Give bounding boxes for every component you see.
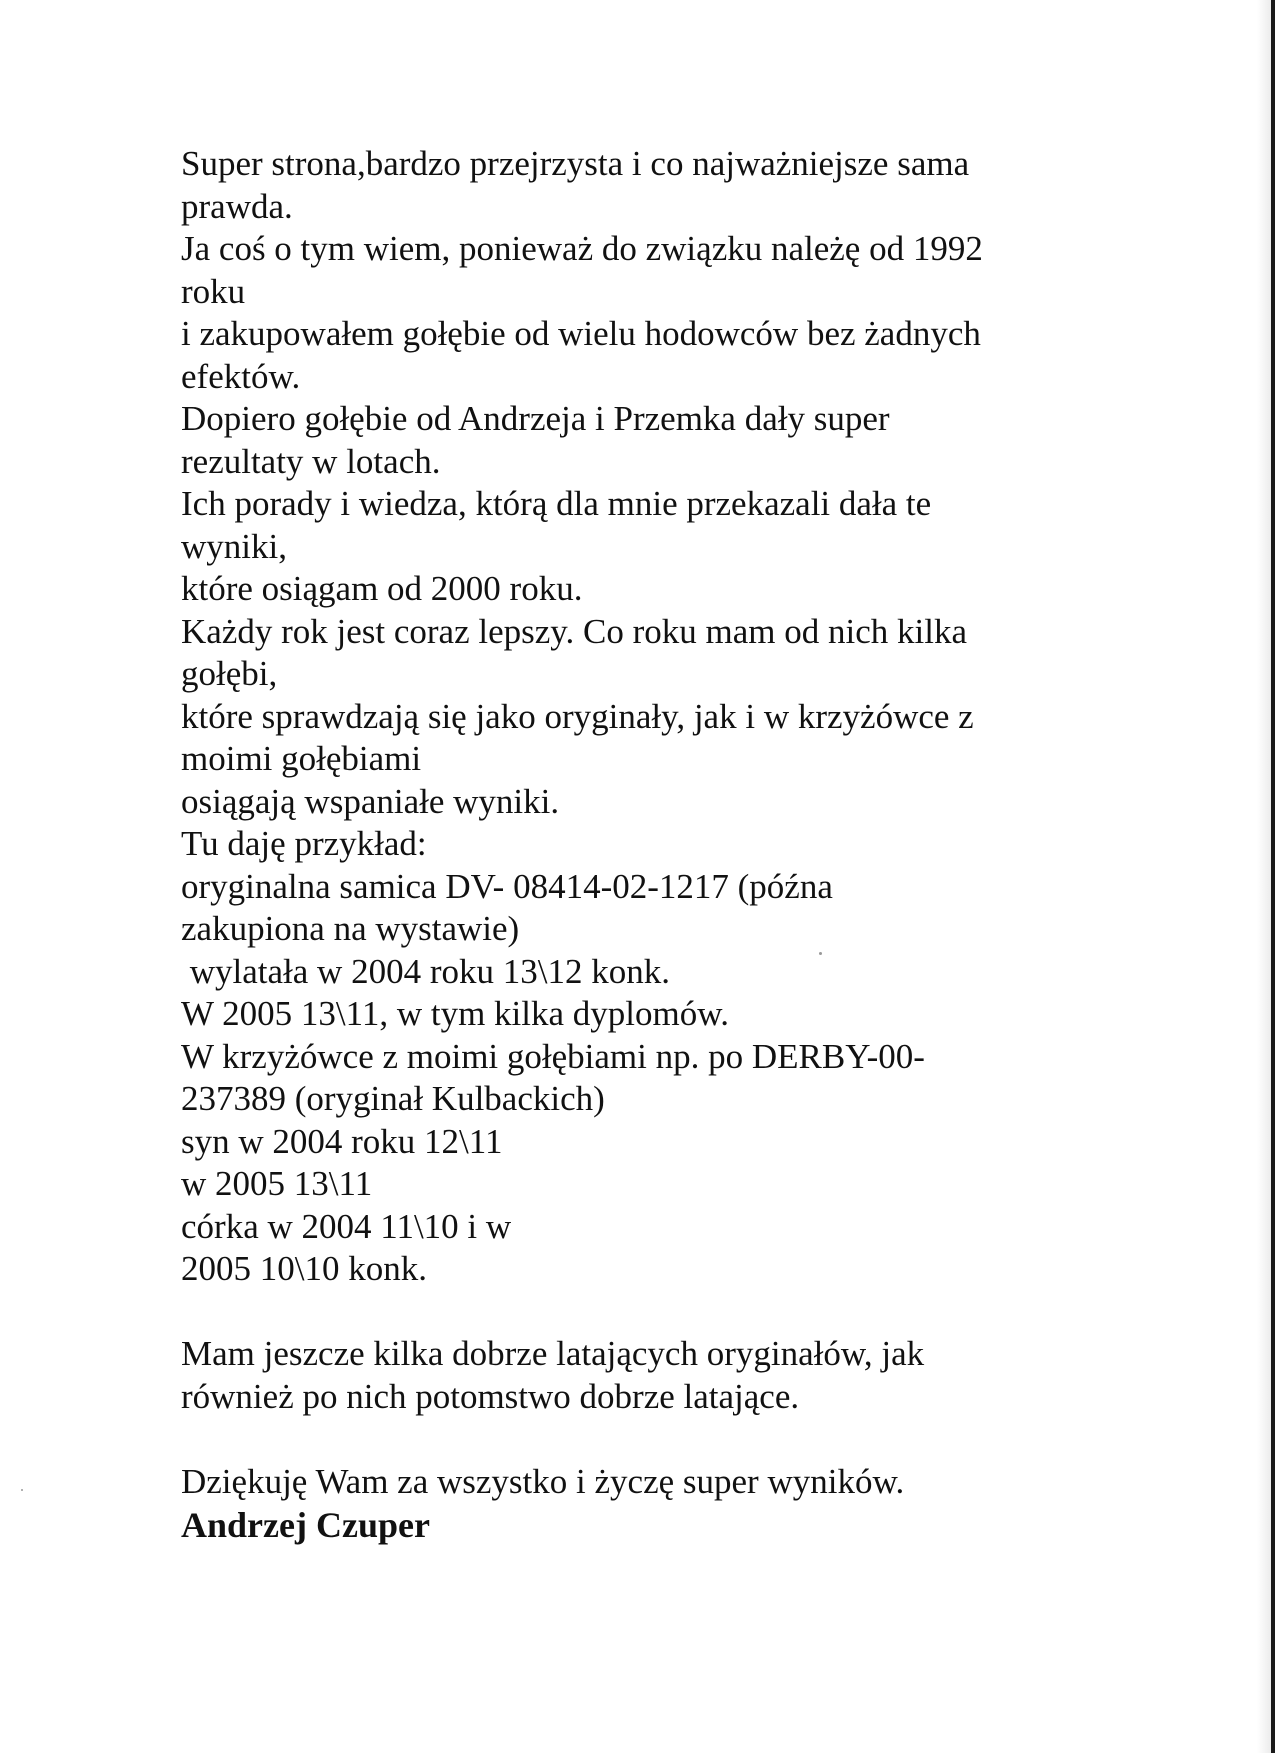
text-line: syn w 2004 roku 12\11 bbox=[181, 1121, 503, 1161]
scan-edge-shadow bbox=[1257, 0, 1271, 1753]
signature: Andrzej Czuper bbox=[181, 1505, 430, 1545]
text-line: również po nich potomstwo dobrze latające. bbox=[181, 1376, 800, 1416]
letter-body bbox=[181, 143, 1081, 1547]
text-line: Super strona,bardzo przejrzysta i co najważniejsze sama bbox=[181, 144, 970, 183]
text-line: Tu daję przykład: bbox=[181, 824, 427, 863]
text-line: i zakupowałem gołębie od wielu hodowców bez żadnych bbox=[181, 314, 981, 353]
text-line: W krzyżówce z moimi gołębiami np. po DERBY-00- bbox=[181, 1036, 925, 1076]
text-line: rezultaty w lotach. bbox=[181, 441, 441, 481]
text-line: córka w 2004 11\10 i w bbox=[181, 1206, 512, 1246]
text-line: Mam jeszcze kilka dobrze latających oryginałów, jak bbox=[181, 1334, 925, 1373]
scan-speck bbox=[21, 1489, 23, 1491]
blank-line bbox=[181, 1418, 1081, 1461]
text-line: które sprawdzają się jako oryginały, jak i w krzyżówce z bbox=[181, 696, 974, 736]
text-line: moimi gołębiami bbox=[181, 739, 422, 778]
text-line: Ja coś o tym wiem, ponieważ do związku należę od 1992 bbox=[181, 229, 983, 268]
text-line: które osiągam od 2000 roku. bbox=[181, 569, 583, 608]
text-line: 237389 (oryginał Kulbackich) bbox=[181, 1079, 605, 1118]
text-line: osiągają wspaniałe wyniki. bbox=[181, 781, 560, 821]
text-line: oryginalna samica DV- 08414-02-1217 (późna bbox=[181, 866, 833, 906]
text-line: wylatała w 2004 roku 13\12 konk. bbox=[181, 951, 670, 991]
text-line: gołębi, bbox=[181, 654, 278, 693]
text-line: prawda. bbox=[181, 186, 293, 226]
text-line: efektów. bbox=[181, 356, 301, 396]
text-line: wyniki, bbox=[181, 526, 287, 566]
text-line: Dziękuję Wam za wszystko i życzę super wyników. bbox=[181, 1461, 905, 1501]
text-line: Dopiero gołębie od Andrzeja i Przemka dały super bbox=[181, 399, 890, 438]
text-line: zakupiona na wystawie) bbox=[181, 909, 520, 948]
text-line: Każdy rok jest coraz lepszy. Co roku mam od nich kilka bbox=[181, 611, 967, 651]
blank-line bbox=[181, 1291, 1081, 1334]
text-line: Ich porady i wiedza, którą dla mnie przekazali dała te bbox=[181, 484, 932, 523]
text-line: W 2005 13\11, w tym kilka dyplomów. bbox=[181, 994, 729, 1033]
scan-edge bbox=[1271, 0, 1275, 1753]
text-line: 2005 10\10 konk. bbox=[181, 1249, 427, 1288]
text-line: w 2005 13\11 bbox=[181, 1164, 373, 1203]
text-line: roku bbox=[181, 271, 246, 311]
